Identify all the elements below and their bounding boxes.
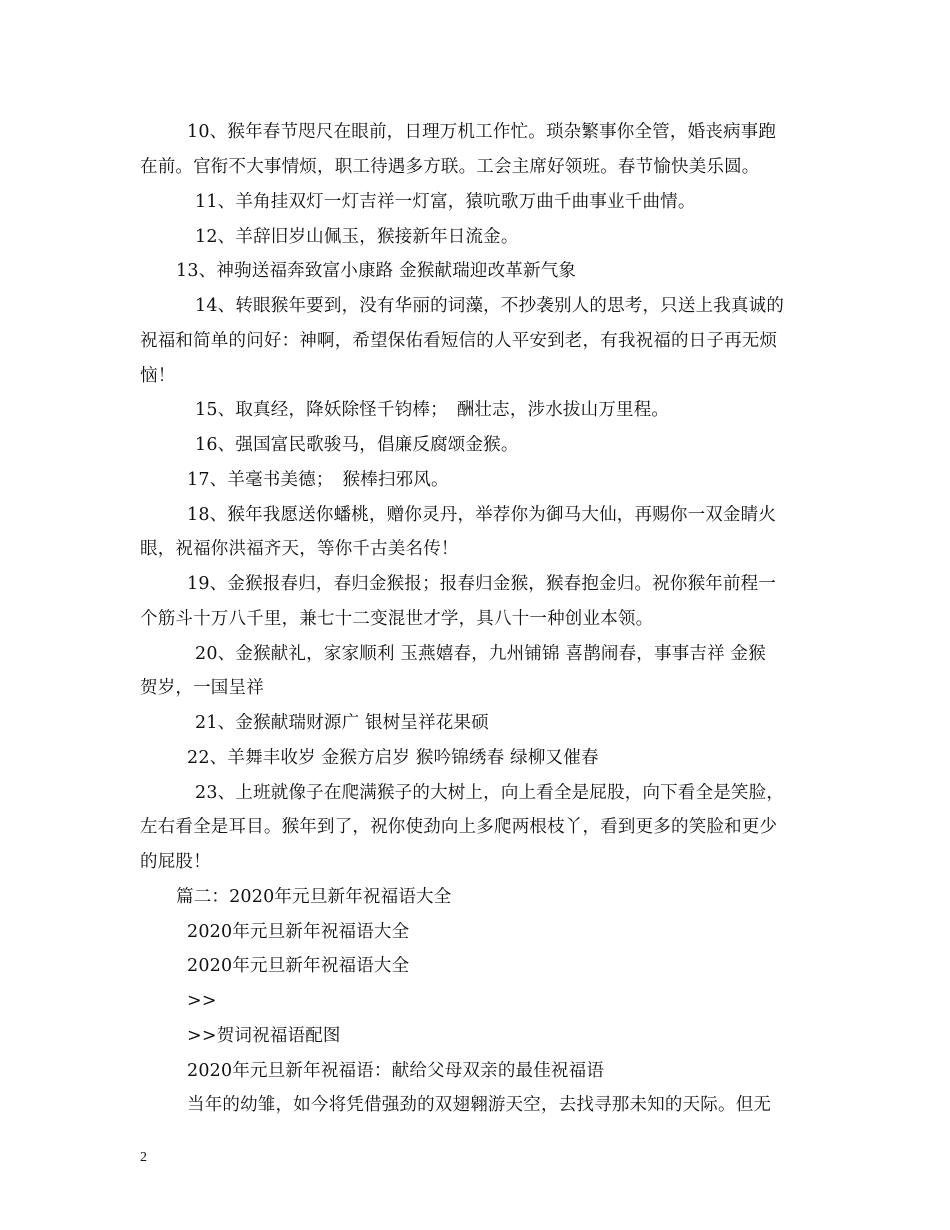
text-line: 贺岁，一国呈祥 [140,678,264,698]
text-line: 15、取真经，降妖除怪千钧棒； 酬壮志，涉水拔山万里程。 [195,400,670,420]
text-line: 恼！ [140,366,176,386]
text-line: 当年的幼雏，如今将凭借强劲的双翅翱游天空，去找寻那未知的天际。但无 [187,1095,772,1115]
text-line: 12、羊辞旧岁山佩玉，猴接新年日流金。 [195,227,519,247]
text-line: 祝福和简单的问好：神啊，希望保佑看短信的人平安到老，有我祝福的日子再无烦 [140,331,778,351]
text-line: 眼，祝福你洪福齐天，等你千古美名传！ [140,539,459,559]
text-line: 21、金猴献瑞财源广 银树呈祥花果硕 [195,713,489,733]
text-line: 11、羊角挂双灯一灯吉祥一灯富，猿吭歌万曲千曲事业千曲情。 [195,192,696,212]
text-line: 个筋斗十万八千里，兼七十二变混世才学，具八十一种创业本领。 [140,609,654,629]
text-line: 2020年元旦新年祝福语大全 [187,956,410,976]
page-number: 2 [140,1150,147,1165]
text-line: 18、猴年我愿送你蟠桃，赠你灵丹，举荐你为御马大仙，再赐你一双金睛火 [187,505,777,525]
text-line: 左右看全是耳目。猴年到了，祝你使劲向上多爬两根枝丫，看到更多的笑脸和更少 [140,817,778,837]
text-line: 14、转眼猴年要到，没有华丽的词藻，不抄袭别人的思考，只送上我真诚的 [195,296,785,316]
text-line: 23、上班就像子在爬满猴子的大树上，向上看全是屁股，向下看全是笑脸， [195,783,785,803]
text-line: 22、羊舞丰收岁 金猴方启岁 猴吟锦绣春 绿柳又催春 [187,748,599,768]
text-line: 2020年元旦新年祝福语：献给父母双亲的最佳祝福语 [187,1061,605,1081]
section-heading: 篇二：2020年元旦新年祝福语大全 [176,887,452,907]
text-line: 20、金猴献礼，家家顺利 玉燕嬉春，九州铺锦 喜鹊闹春，事事吉祥 金猴 [195,644,766,664]
text-line: 17、羊毫书美德； 猴棒扫邪风。 [187,470,449,490]
text-line: 的屁股！ [140,852,211,872]
text-line: 13、神驹送福奔致富小康路 金猴献瑞迎改革新气象 [176,261,577,281]
text-line: 在前。官衔不大事情烦，职工待遇多方联。工会主席好领班。春节愉快美乐圆。 [140,157,760,177]
text-line: 10、猴年春节咫尺在眼前，日理万机工作忙。琐杂繁事你全管，婚丧病事跑 [187,122,777,142]
text-line: >> [187,991,217,1011]
text-line: 19、金猴报春归，春归金猴报；报春归金猴，猴春抱金归。祝你猴年前程一 [187,574,777,594]
text-line: 2020年元旦新年祝福语大全 [187,922,410,942]
text-line: 16、强国富民歌骏马，倡廉反腐颂金猴。 [195,435,519,455]
text-line: >>贺词祝福语配图 [187,1026,341,1046]
